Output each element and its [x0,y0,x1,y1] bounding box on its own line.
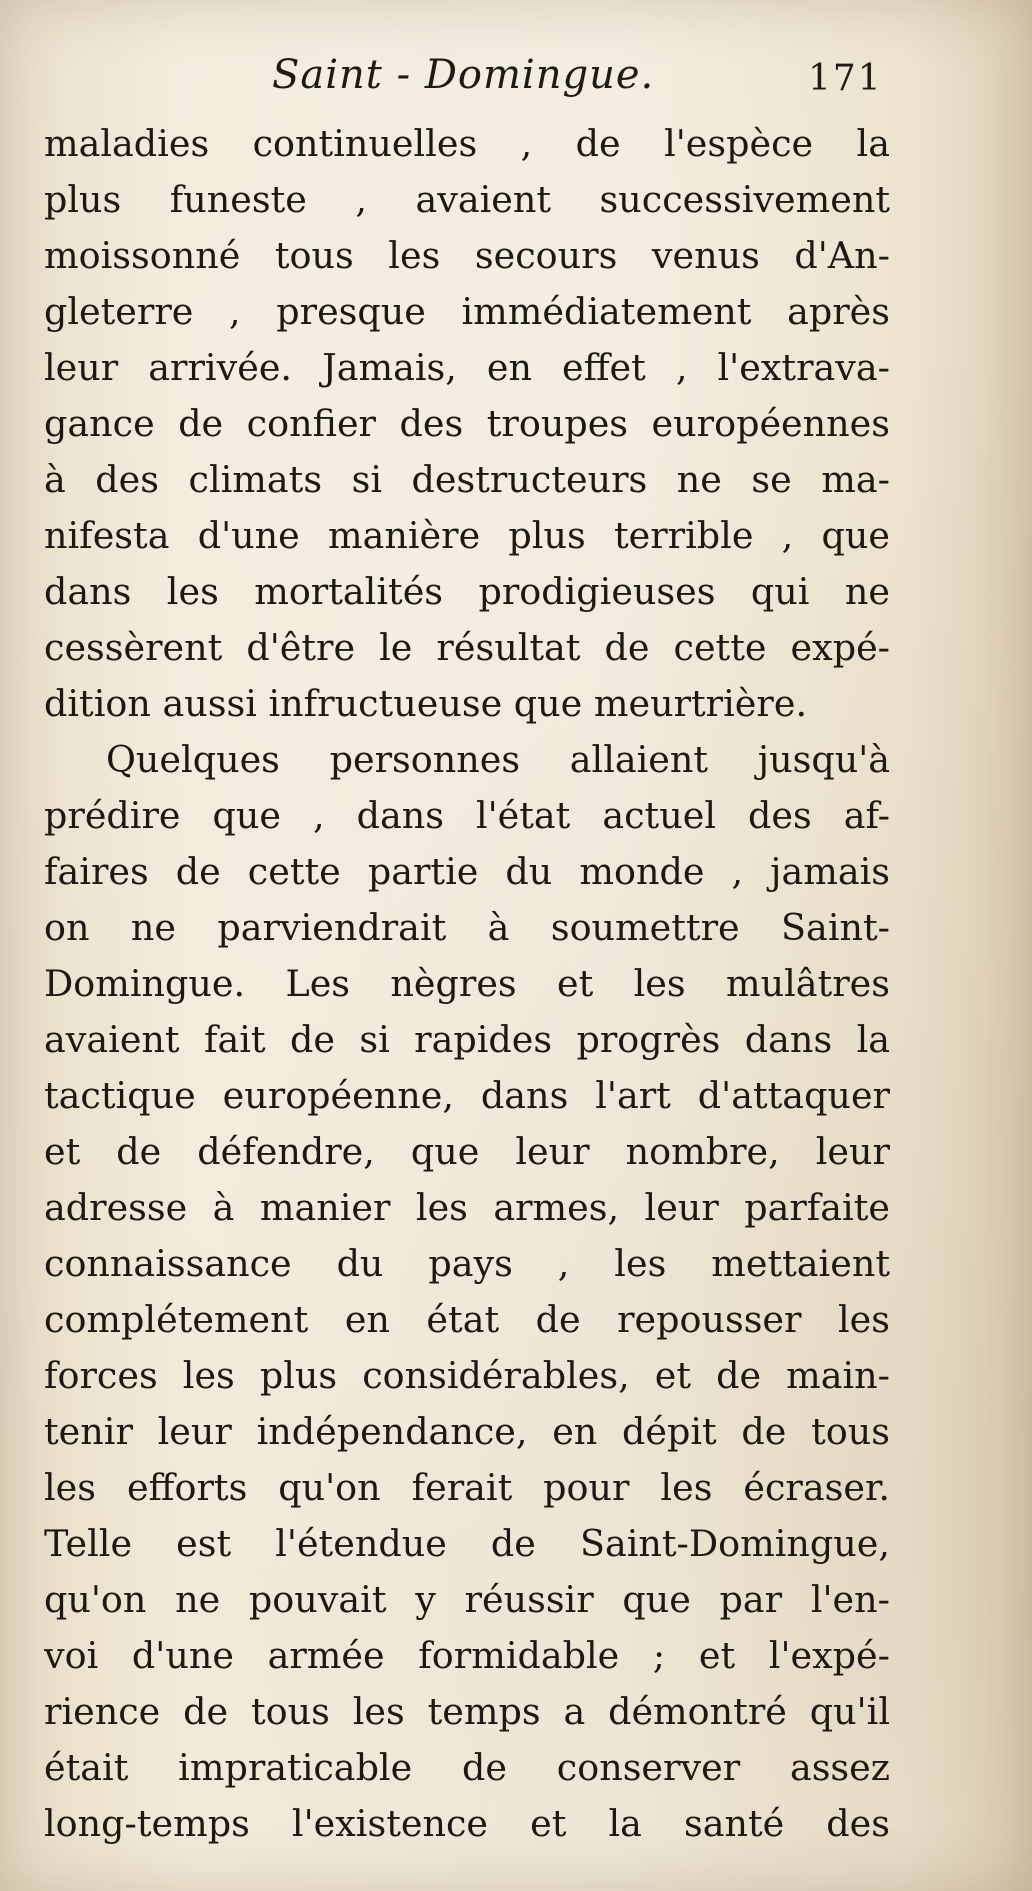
body-text [44,116,890,1852]
text-line: cessèrent d'être le résultat de cette expé- [44,626,890,669]
text-line: adresse à manier les armes, leur parfaite [44,1186,890,1229]
text-line: tenir leur indépendance, en dépit de tous [44,1410,890,1453]
text-line: complétement en état de repousser les [44,1298,890,1341]
text-line: rience de tous les temps a démontré qu'il [44,1690,890,1733]
paragraph-end-line: dition aussi infructueuse que meurtrière. [44,682,808,725]
page-number: 171 [808,58,883,99]
text-line: avaient fait de si rapides progrès dans la [44,1018,890,1061]
text-line: forces les plus considérables, et de main- [44,1354,890,1397]
text-line: maladies continuelles , de l'espèce la [44,122,890,165]
text-line: gleterre , presque immédiatement après [44,290,890,333]
text-line: qu'on ne pouvait y réussir que par l'en- [44,1578,890,1621]
text-line: les efforts qu'on ferait pour les écraser. [44,1466,890,1509]
text-line: moissonné tous les secours venus d'An- [44,234,890,277]
text-line: était impraticable de conserver assez [44,1746,890,1789]
text-line: plus funeste , avaient successivement [44,178,890,221]
text-line: à des climats si destructeurs ne se ma- [44,458,890,501]
text-line: tactique européenne, dans l'art d'attaquer [44,1074,890,1117]
text-line: nifesta d'une manière plus terrible , que [44,514,890,557]
text-line: prédire que , dans l'état actuel des af- [44,794,890,837]
text-line: et de défendre, que leur nombre, leur [44,1130,890,1173]
running-title: Saint - Domingue. [272,52,655,98]
text-line: voi d'une armée formidable ; et l'expé- [44,1634,890,1677]
text-line: long-temps l'existence et la santé des [44,1802,890,1845]
text-line: gance de confier des troupes européennes [44,402,890,445]
text-line: leur arrivée. Jamais, en effet , l'extrava- [44,346,890,389]
text-line: faires de cette partie du monde , jamais [44,850,890,893]
text-line: on ne parviendrait à soumettre Saint- [44,906,890,949]
text-line: connaissance du pays , les mettaient [44,1242,890,1285]
running-head [0,52,1032,112]
paragraph-start-line: Quelques personnes allaient jusqu'à [106,738,890,781]
text-line: Domingue. Les nègres et les mulâtres [44,962,890,1005]
text-line: Telle est l'étendue de Saint-Domingue, [44,1522,890,1565]
text-line: dans les mortalités prodigieuses qui ne [44,570,890,613]
